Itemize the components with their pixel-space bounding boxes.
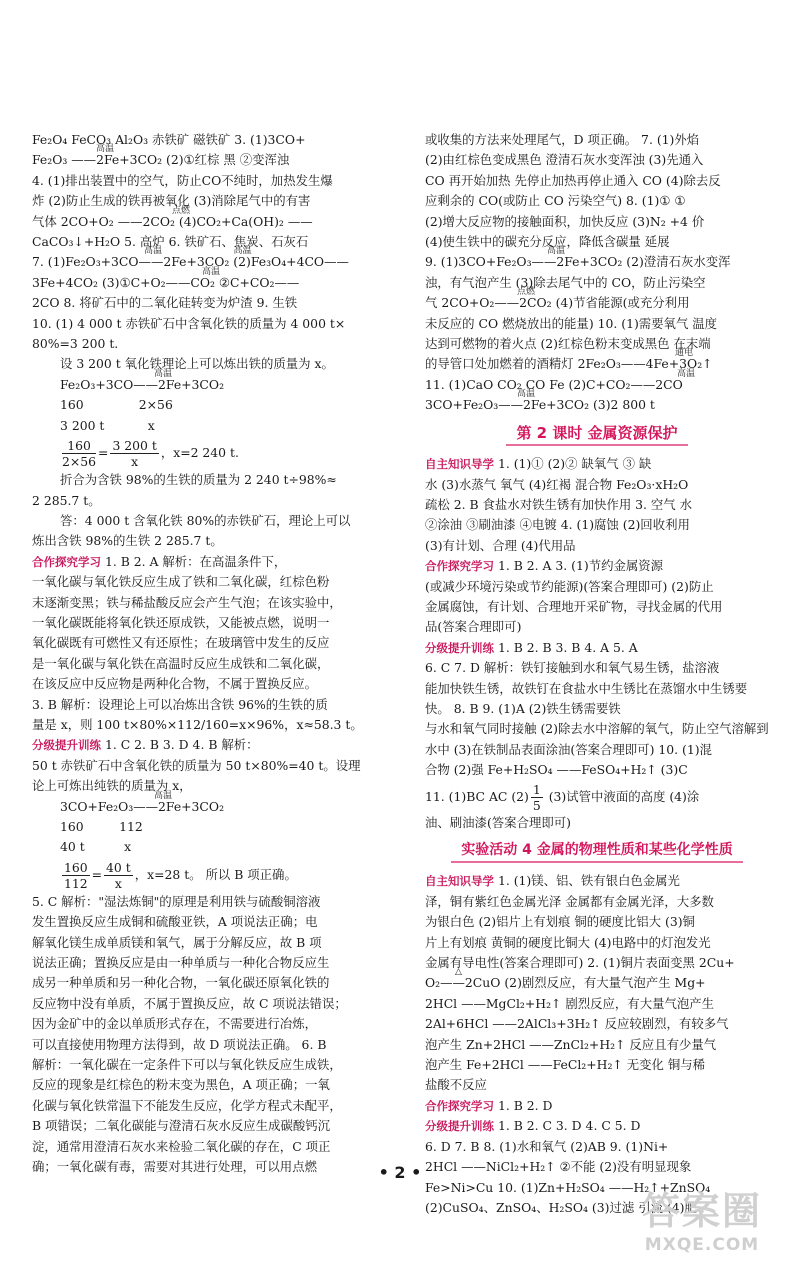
text-line: (2)由红棕色变成黑色 澄清石灰水变浑浊 (3)先通入 <box>425 152 704 168</box>
text-line: 品(答案合理即可) <box>425 619 522 635</box>
section-line: 自主知识导学 1. (1)镁、铝、铁有银白色金属光 <box>425 873 680 889</box>
equation-text: 9. (1)3CO+Fe₂O₃——2Fe+3CO₂ (2)澄清石灰水变浑 <box>425 254 731 270</box>
fraction: $\frac{160}{112}$ <box>64 859 88 891</box>
text-line: 2CO 8. 将矿石中的二氧化硅转变为炉渣 9. 生铁 <box>32 295 298 311</box>
equation-text: 11. (1)CaO CO₂ CO Fe (2)C+CO₂——2CO <box>425 376 683 392</box>
reaction-condition: 高温 <box>547 246 566 257</box>
text-line: 说法正确；置换反应是由一种单质与一种化合物反应生 <box>32 955 330 971</box>
reaction-condition: 高温 <box>517 389 536 400</box>
text-line: 化碳与氧化铁常温下不能发生反应，化学方程式未配平， <box>32 1097 342 1113</box>
section-tag: 分级提升训练 <box>425 1119 494 1134</box>
text-line: (2)CuSO₄、ZnSO₄、H₂SO₄ (3)过滤 引流 (4)肥 <box>425 1199 697 1215</box>
text-line: 3 200 t x <box>60 417 155 433</box>
right-column <box>425 130 769 1218</box>
equation-text: O₂——2CuO (2)剧烈反应，有大量气泡产生 Mg+ <box>425 975 706 991</box>
text-line: 10. (1) 4 000 t 赤铁矿石中含氧化铁的质量为 4 000 t× <box>32 315 346 331</box>
lesson-title: 实验活动 4 金属的物理性质和某些化学性质 <box>451 839 743 863</box>
reaction-condition: 高温 <box>96 144 115 155</box>
fraction: $\frac{40 t}{x}$ <box>106 859 131 891</box>
text-line: 设 3 200 t 氧化铁理论上可以炼出铁的质量为 x。 <box>60 356 334 372</box>
text-line: 能加快铁生锈，故铁钉在食盐水中生锈比在蒸馏水中生锈要 <box>425 680 748 696</box>
section-tag: 合作探究学习 <box>425 559 494 574</box>
text-line: (4)使生铁中的碳充分反应，降低含碳量 延展 <box>425 234 670 250</box>
equation-line <box>32 790 400 817</box>
text-line: 一氧化碳既能将氧化铁还原成铁，又能被点燃，说明一 <box>32 614 330 630</box>
text-line: 快。 8. B 9. (1)A (2)铁生锈需要铁 <box>425 700 621 716</box>
text-line: 2HCl ——MgCl₂+H₂↑ 剧烈反应，有大量气泡产生 <box>425 995 715 1011</box>
text-line: 未反应的 CO 燃烧放出的能量) 10. (1)需要氧气 温度 <box>425 315 718 331</box>
text-line: 或收集的方法来处理尾气，D 项正确。 7. (1)外焰 <box>425 132 700 147</box>
equation-text: 的导管口处加燃着的酒精灯 2Fe₂O₃——4Fe+3O₂↑ <box>425 356 713 372</box>
text-line: 答：4 000 t 含氧化铁 80%的赤铁矿石，理论上可以 <box>60 512 351 528</box>
text-line: ②涂油 ③刷油漆 ④电镀 4. (1)腐蚀 (2)回收利用 <box>425 517 690 533</box>
equation-line <box>32 205 400 232</box>
text-line: 2 285.7 t。 <box>32 492 101 508</box>
equation-text: Fe₂O₃+3CO——2Fe+3CO₂ <box>60 376 225 392</box>
equation-text: 7. (1)Fe₂O₃+3CO——2Fe+3CO₂ (2)Fe₃O₄+4CO—— <box>32 254 349 270</box>
section-line: 合作探究学习 1. B 2. A 解析：在高温条件下， <box>32 553 287 569</box>
fraction: $\frac{3 200 t}{x}$ <box>112 438 157 470</box>
text-line: 泡产生 Zn+2HCl ——ZnCl₂+H₂↑ 反应且有少量气 <box>425 1036 717 1052</box>
text-line: 油、刷油漆(答案合理即可) <box>425 814 571 830</box>
text-line: 4. (1)排出装置中的空气，防止CO不纯时，加热发生爆 <box>32 172 333 188</box>
equation-line <box>425 389 769 415</box>
text-line: 50 t 赤铁矿石中含氧化铁的质量为 50 t×80%=40 t。设理 <box>32 757 361 773</box>
text-line: 氧化碳既有可燃性又有还原性；在玻璃管中发生的反应 <box>32 635 330 651</box>
text-line: 淀，通常用澄清石灰水来检验二氧化碳的存在，C 项正 <box>32 1138 331 1154</box>
text-line: CaCO₃↓+H₂O 5. 高炉 6. 铁矿石、焦炭、石灰石 <box>32 234 309 250</box>
equation-text: 3Fe+4CO₂ (3)①C+O₂——CO₂ ②C+CO₂—— <box>32 274 300 290</box>
section-line: 分级提升训练 1. C 2. B 3. D 4. B 解析： <box>32 737 259 753</box>
text-line: 5. C 解析："湿法炼铜"的原理是利用铁与硫酸铜溶液 <box>32 893 321 909</box>
text-line: 疏松 2. B 食盐水对铁生锈有加快作用 3. 空气 水 <box>425 496 693 512</box>
section-tag: 分级提升训练 <box>425 640 494 655</box>
text-line: (3)有计划、合理 (4)代用品 <box>425 537 576 553</box>
fraction-line: $\frac{160}{112}$ = $\frac{40 t}{x}$ ，x=28 t。 所以 B 项正确。 <box>64 859 297 891</box>
text-line: 折合为含铁 98%的生铁的质量为 2 240 t÷98%≈ <box>60 472 337 488</box>
text-line: 确；一氧化碳有毒，需要对其进行处理，可以用点燃 <box>32 1159 317 1175</box>
section-line: 分级提升训练 1. B 2. C 3. D 4. C 5. D <box>425 1118 641 1134</box>
text-line: 是一氧化碳与氧化铁在高温时反应生成铁和二氧化碳， <box>32 655 330 671</box>
equation-line <box>425 967 769 993</box>
reaction-condition: 通电 <box>675 348 694 359</box>
equation-line <box>425 348 769 374</box>
text-line: 金属有导电性(答案合理即可) 2. (1)铜片表面变黑 2Cu+ <box>425 955 735 971</box>
text-line: 合物 (2)强 Fe+H₂SO₄ ——FeSO₄+H₂↑ (3)C <box>425 762 688 778</box>
text-line: 为银白色 (2)铝片上有划痕 铜的硬度比铝大 (3)铜 <box>425 914 695 930</box>
lesson-title: 第 2 课时 金属资源保护 <box>506 422 687 446</box>
text-line: 浊，有气泡产生 (3)除去尾气中的 CO，防止污染空 <box>425 274 706 290</box>
text-line: 40 t x <box>60 839 132 855</box>
text-line: 量是 x，则 100 t×80%×112/160=x×96%，x≈58.3 t。 <box>32 716 363 732</box>
reaction-condition: △ <box>455 967 462 978</box>
text-line: 金属腐蚀，有计划、合理地开采矿物，寻找金属的代用 <box>425 598 723 614</box>
page-number: • 2 • <box>378 1163 422 1182</box>
lesson-heading <box>425 422 769 446</box>
text-line: Fe₂O₄ FeCO₃ Al₂O₃ 赤铁矿 磁铁矿 3. (1)3CO+ <box>32 132 306 147</box>
text-line: 泽，铜有紫红色金属光泽 金属都有金属光泽，大多数 <box>425 893 714 909</box>
section-line: 分级提升训练 1. B 2. B 3. B 4. A 5. A <box>425 639 638 655</box>
reaction-condition: 点燃 <box>517 287 536 298</box>
equation-line <box>32 144 400 170</box>
text-line: 80%=3 200 t. <box>32 336 119 352</box>
text-line: 因为金矿中的金以单质形式存在，不需要进行冶炼， <box>32 1016 317 1032</box>
text-line: 解氧化镁生成单质镁和氧气，属于分解反应，故 B 项 <box>32 934 322 950</box>
reaction-condition: 高温 <box>202 266 221 277</box>
text-line: 片上有划痕 黄铜的硬度比铜大 (4)电路中的灯泡发光 <box>425 934 711 950</box>
text-line: 泡产生 Fe+2HCl ——FeCl₂+H₂↑ 无变化 铜与稀 <box>425 1057 706 1073</box>
text-line: (或减少环境污染或节约能源)(答案合理即可) (2)防止 <box>425 578 714 594</box>
watermark-logo-text: 答案圈 <box>641 1189 762 1233</box>
text-line: 水 (3)水蒸气 氧气 (4)红褐 混合物 Fe₂O₃·xH₂O <box>425 476 689 492</box>
text-line: 成另一种单质和另一种化合物，一氧化碳还原氧化铁的 <box>32 975 330 991</box>
text-line: 一氧化碳与氧化铁反应生成了铁和二氧化碳，红棕色粉 <box>32 574 330 590</box>
equation-line <box>425 368 769 395</box>
text-line: 反应物中没有单质，不属于置换反应，故 C 项说法错误； <box>32 995 347 1011</box>
text-line: 6. C 7. D 解析：铁钉接触到水和氧气易生锈，盐溶液 <box>425 660 720 676</box>
equation-text: 气 2CO+O₂——2CO₂ (4)节省能源(或充分利用 <box>425 295 690 311</box>
text-line: 水中 (3)在铁制品表面涂油(答案合理即可) 10. (1)混 <box>425 741 712 757</box>
text-line: 与水和氧气同时接触 (2)除去水中溶解的氧气，防止空气溶解到 <box>425 721 769 737</box>
text-line: 160 112 <box>60 819 143 834</box>
section-line: 合作探究学习 1. B 2. A 3. (1)节约金属资源 <box>425 558 664 574</box>
reaction-condition: 高温 <box>154 790 173 801</box>
section-tag: 自主知识导学 <box>425 874 494 889</box>
reaction-condition: 高温 <box>154 368 173 379</box>
equation-text: 3CO+Fe₂O₃——2Fe+3CO₂ (3)2 800 t <box>425 397 655 413</box>
equation-line <box>32 266 400 293</box>
lesson-heading <box>425 839 769 863</box>
equation-text: Fe₂O₃ ——2Fe+3CO₂ (2)①红棕 黑 ②变浑浊 <box>32 152 290 168</box>
equation-text: 气体 2CO+O₂ ——2CO₂ (4)CO₂+Ca(OH)₂ —— <box>32 213 313 229</box>
text-line: 160 2×56 <box>60 397 173 413</box>
text-line: CO 再开始加热 先停止加热再停止通入 CO (4)除去反 <box>425 172 721 188</box>
fraction: $\frac{160}{2\times 56}$ <box>62 438 97 470</box>
text-line: 达到可燃物的着火点 (2)红棕色粉末变成黑色 在末端 <box>425 336 711 352</box>
watermark-logo <box>622 1180 782 1256</box>
fraction-line: 11. (1)BC AC (2) $\frac{1}{5}$ (3)试管中液面的高度 (4)涂 <box>425 781 700 813</box>
reaction-condition: 高温 <box>677 368 696 379</box>
equation-text: 3CO+Fe₂O₃——2Fe+3CO₂ <box>60 798 225 814</box>
watermark-url: MXQE.COM <box>644 1235 760 1255</box>
text-line: 论上可炼出纯铁的质量为 x， <box>32 778 192 794</box>
equation-line <box>425 246 769 272</box>
section-tag: 合作探究学习 <box>32 554 101 569</box>
text-line: 炸 (2)防止生成的铁再被氧化 (3)消除尾气中的有害 <box>32 193 311 209</box>
fraction: $\frac{1}{5}$ <box>532 781 541 813</box>
text-line: Fe>Ni>Cu 10. (1)Zn+H₂SO₄ ——H₂↑+ZnSO₄ <box>425 1179 711 1195</box>
text-line: 末逐渐变黑；铁与稀盐酸反应会产生气泡；在该实验中， <box>32 594 342 610</box>
text-line: 盐酸不反应 <box>425 1077 487 1093</box>
text-line: 应剩余的 CO(或防止 CO 污染空气) 8. (1)① ① <box>425 193 686 209</box>
text-line: 2Al+6HCl ——2AlCl₃+3H₂↑ 反应较剧烈，有较多气 <box>425 1016 729 1032</box>
section-tag: 合作探究学习 <box>425 1098 494 1113</box>
section-line: 自主知识导学 1. (1)① (2)② 缺氧气 ③ 缺 <box>425 456 652 472</box>
left-column <box>32 130 400 1178</box>
text-line: 3. B 解析：设理论上可以冶炼出含铁 96%的生铁的质 <box>32 696 328 712</box>
text-line: B 项错误；二氧化碳能与澄清石灰水反应生成碳酸钙沉 <box>32 1118 331 1134</box>
text-line: 炼出含铁 98%的生铁 2 285.7 t。 <box>32 533 223 549</box>
text-line: 6. D 7. B 8. (1)水和氧气 (2)AB 9. (1)Ni+ <box>425 1138 669 1154</box>
text-line: 2HCl ——NiCl₂+H₂↑ ②不能 (2)没有明显现象 <box>425 1159 692 1175</box>
equation-line <box>425 287 769 313</box>
section-line: 合作探究学习 1. B 2. D <box>425 1097 553 1113</box>
reaction-condition: 高温 高温 <box>144 246 252 257</box>
text-line: 发生置换反应生成铜和硫酸亚铁，A 项说法正确；电 <box>32 914 318 930</box>
fraction-line: $\frac{160}{2\times 56}$ = $\frac{3 200 t}{x}$ ，x=2 240 t. <box>62 438 239 470</box>
section-tag: 分级提升训练 <box>32 738 101 753</box>
text-line: 解析：一氧化碳在一定条件下可以与氧化铁反应生成铁， <box>32 1057 342 1073</box>
text-line: 可以直接使用物理方法得到，故 D 项说法正确。 6. B <box>32 1036 327 1052</box>
text-line: 反应的现象是红棕色的粉末变为黑色，A 项正确；一氧 <box>32 1077 330 1093</box>
reaction-condition: 点燃 <box>172 205 191 216</box>
section-tag: 自主知识导学 <box>425 457 494 472</box>
equation-line <box>32 368 400 395</box>
text-line: 在该反应中反应物是两种化合物，不属于置换反应。 <box>32 676 317 692</box>
text-line: (2)增大反应物的接触面积，加快反应 (3)N₂ +4 价 <box>425 213 705 229</box>
